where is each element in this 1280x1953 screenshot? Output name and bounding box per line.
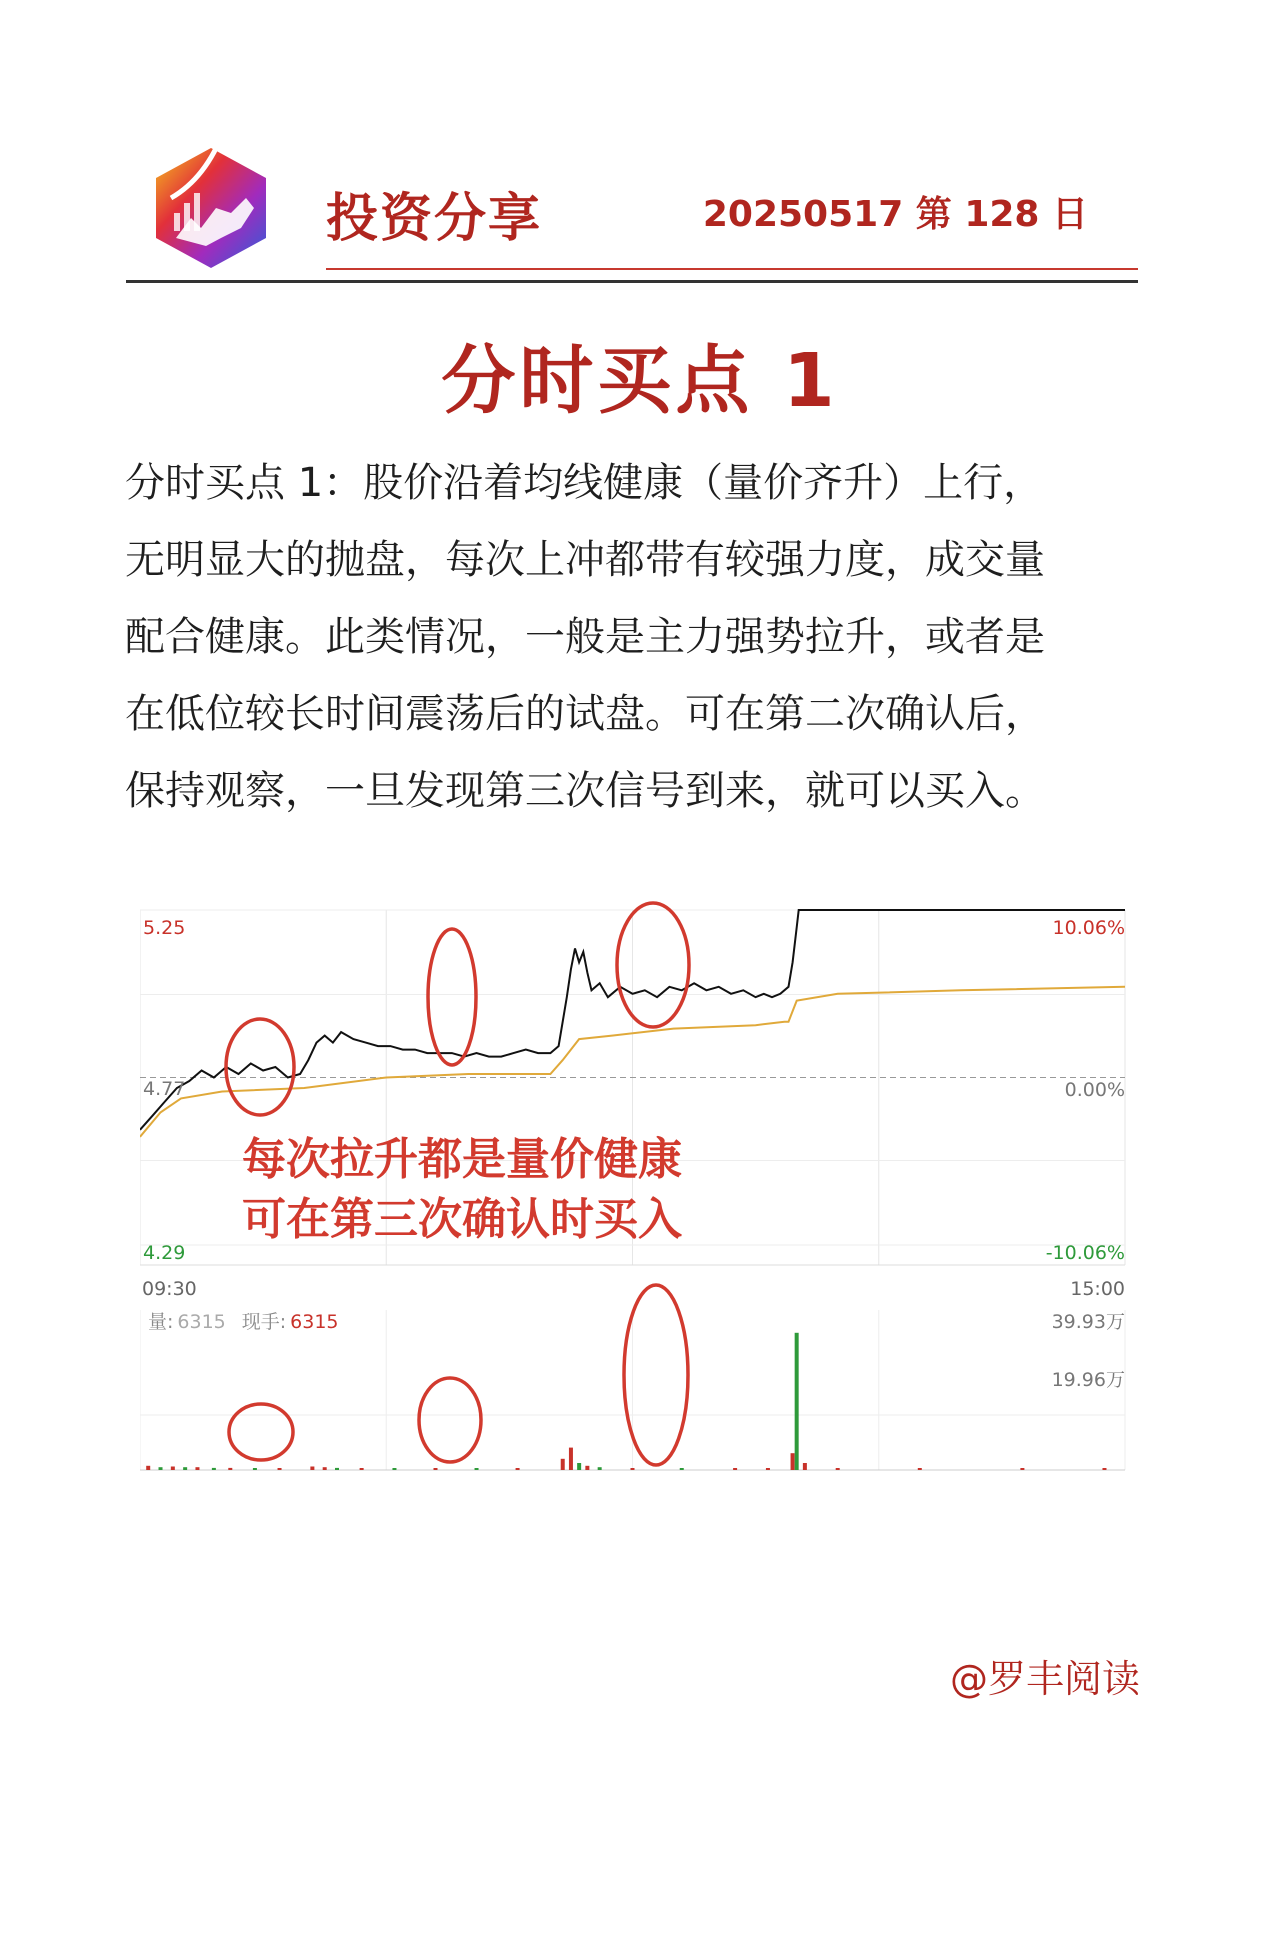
annotation-line: 可在第三次确认时买入 [242,1194,682,1245]
volume-bar [183,1467,187,1470]
volume-bar [278,1468,282,1470]
volume-bar [631,1468,635,1470]
price-low-label: 4.29 [143,1242,186,1264]
volume-bar [766,1468,770,1470]
bull-logo-icon [146,118,276,278]
volume-bar [360,1468,364,1470]
time-end-label: 15:00 [1070,1278,1125,1300]
volume-bar [733,1468,737,1470]
hand-value: 6315 [290,1311,339,1333]
volume-bar [195,1467,199,1470]
price-mid-label: 4.77 [143,1078,186,1100]
volume-bar [212,1468,216,1470]
volume-bar [392,1468,396,1470]
body-line: 分时买点 1：股价沿着均线健康（量价齐升）上行， [125,460,1044,506]
volume-bar [791,1453,795,1470]
volume-label-text: 量: [148,1311,174,1333]
pct-mid-label: 0.00% [1064,1079,1125,1101]
price-high-label: 5.25 [143,917,186,939]
volume-bar [475,1468,479,1470]
body-line: 在低位较长时间震荡后的试盘。可在第二次确认后， [125,691,1045,737]
time-start-label: 09:30 [142,1278,197,1300]
volume-bar [516,1468,520,1470]
volume-axis-top: 39.93万 [1051,1311,1125,1333]
volume-bar [434,1468,438,1470]
pct-high-label: 10.06% [1052,917,1125,939]
volume-bar [569,1448,573,1470]
volume-bar [310,1467,314,1471]
header-rule-red [326,268,1138,270]
volume-bar [159,1467,163,1470]
volume-bar [228,1468,232,1470]
volume-bar [795,1333,799,1470]
annotation-line: 每次拉升都是量价健康 [242,1134,682,1185]
volume-bar [323,1467,327,1470]
volume-bar [1102,1468,1106,1470]
volume-bar [918,1468,922,1470]
header-rule-dark [126,280,1138,283]
header [126,118,1138,283]
volume-bar [680,1468,684,1470]
chart-annotation [242,1130,682,1250]
volume-axis-mid: 19.96万 [1051,1369,1125,1391]
body-paragraph [125,445,1140,830]
volume-bar [836,1468,840,1470]
volume-bar [598,1467,602,1470]
volume-bar [253,1468,257,1470]
volume-bar [561,1459,565,1470]
volume-bar [577,1463,581,1470]
volume-bar [335,1468,339,1470]
volume-bar [803,1463,807,1470]
volume-bar [585,1466,589,1470]
pct-low-label: -10.06% [1045,1242,1125,1264]
author-watermark: @罗丰阅读 [949,1657,1140,1701]
volume-label [148,1311,339,1333]
brand-title: 投资分享 [326,189,543,249]
body-line: 保持观察，一旦发现第三次信号到来，就可以买入。 [125,768,1045,814]
page-title: 分时买点 1 [441,338,839,424]
volume-bar [146,1466,150,1470]
volume-bar [1020,1468,1024,1470]
volume-bar [171,1467,175,1471]
hand-label: 现手: [241,1311,287,1333]
body-line: 配合健康。此类情况，一般是主力强势拉升，或者是 [125,614,1045,660]
date-label: 20250517 第 128 日 [702,194,1088,235]
body-line: 无明显大的抛盘，每次上冲都带有较强力度，成交量 [125,537,1045,583]
volume-value: 6315 [177,1311,226,1333]
